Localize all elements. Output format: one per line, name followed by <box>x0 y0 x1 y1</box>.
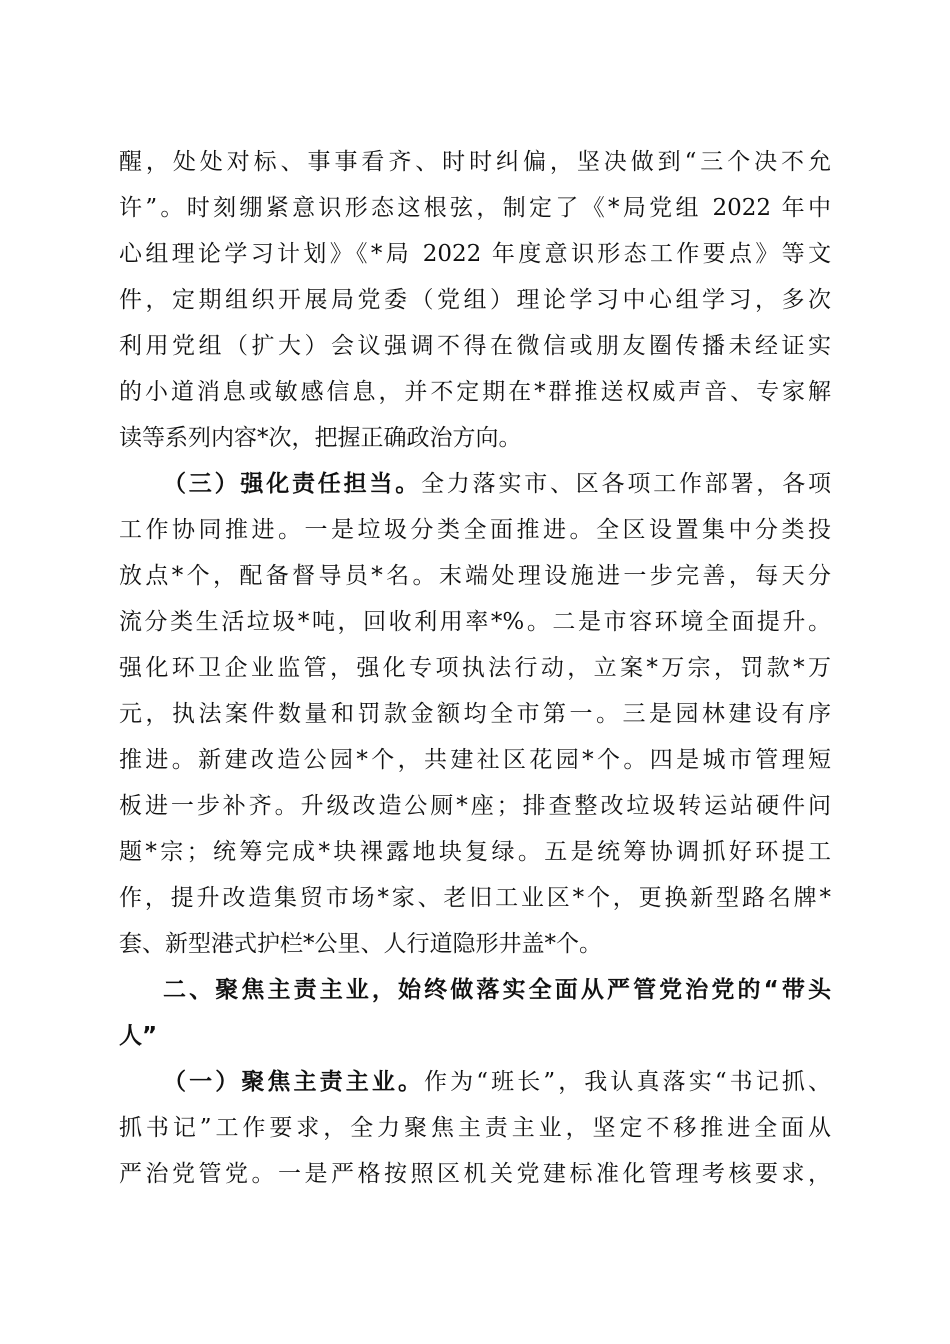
body-line: 题*宗；统筹完成*块裸露地块复绿。五是统筹协调抓好环提工 <box>119 839 831 865</box>
body-line: 强化环卫企业监管，强化专项执法行动，立案*万宗，罚款*万 <box>119 655 831 681</box>
body-line: 套、新型港式护栏*公里、人行道隐形井盖*个。 <box>119 931 602 957</box>
subsection-first-line: （三）强化责任担当。全力落实市、区各项工作部署，各项 <box>163 470 831 497</box>
body-line: 心组理论学习计划》《*局 2022 年度意识形态工作要点》等文 <box>119 241 831 267</box>
body-line: 元，执法案件数量和罚款金额均全市第一。三是园林建设有序 <box>119 701 831 727</box>
body-line: 放点*个，配备督导员*名。末端处理设施进一步完善，每天分 <box>119 563 831 589</box>
section-heading: 二、聚焦主责主业，始终做落实全面从严管党治党的“带头 <box>163 977 831 1003</box>
subsection-first-line: （一）聚焦主责主业。作为“班长”，我认真落实“书记抓、 <box>163 1068 831 1095</box>
body-line: 作，提升改造集贸市场*家、老旧工业区*个，更换新型路名牌* <box>119 885 831 911</box>
body-line: 推进。新建改造公园*个，共建社区花园*个。四是城市管理短 <box>119 747 831 773</box>
subsection-title: （一）聚焦主责主业。 <box>163 1068 425 1095</box>
section-heading-cont: 人” <box>119 1023 158 1049</box>
body-line: 读等系列内容*次，把握正确政治方向。 <box>119 425 522 451</box>
body-line: 抓书记”工作要求，全力聚焦主责主业，坚定不移推进全面从 <box>119 1115 831 1141</box>
body-line: 件，定期组织开展局党委（党组）理论学习中心组学习，多次 <box>119 287 831 313</box>
body-line: 利用党组（扩大）会议强调不得在微信或朋友圈传播未经证实 <box>119 333 831 359</box>
body-line: 的小道消息或敏感信息，并不定期在*群推送权威声音、专家解 <box>119 379 831 405</box>
body-line: 醒，处处对标、事事看齐、时时纠偏，坚决做到“三个决不允 <box>119 149 831 175</box>
body-line: 工作协同推进。一是垃圾分类全面推进。全区设置集中分类投 <box>119 517 831 543</box>
body-line: 许”。时刻绷紧意识形态这根弦，制定了《*局党组 2022 年中 <box>119 195 831 221</box>
body-line: 流分类生活垃圾*吨，回收利用率*%。二是市容环境全面提升。 <box>119 609 831 635</box>
body-line: 板进一步补齐。升级改造公厕*座；排查整改垃圾转运站硬件问 <box>119 793 831 819</box>
body-line: 严治党管党。一是严格按照区机关党建标准化管理考核要求， <box>119 1161 831 1187</box>
subsection-title: （三）强化责任担当。 <box>163 470 421 497</box>
